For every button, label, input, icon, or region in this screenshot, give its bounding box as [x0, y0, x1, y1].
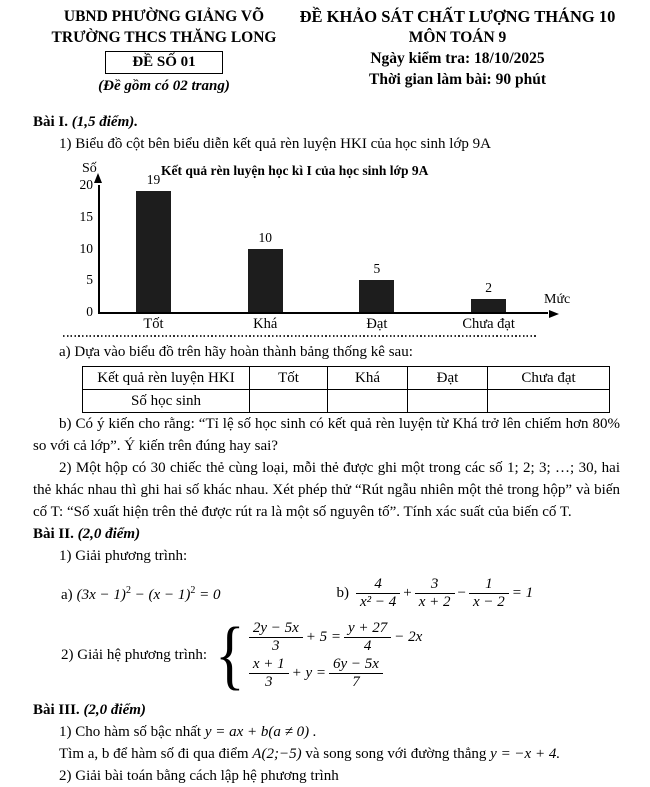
y-axis-tick-label: 0 — [86, 304, 93, 319]
bar-value-label: 19 — [146, 172, 161, 188]
system-equations — [246, 620, 423, 691]
chart-bar — [248, 249, 283, 313]
section-1-item-b: b) Có ý kiến cho rằng: “Tỉ lệ số học sinh có kết quả rèn luyện từ Khá trở lên chiếm hơn 80% so với cả lớp”. Ý kiến trên đúng hay sai? — [33, 416, 620, 454]
section-2-heading — [33, 523, 620, 545]
bar-category-label: Chưa đạt — [462, 316, 515, 332]
bar-category-label: Khá — [253, 316, 278, 332]
bar-chart — [33, 160, 620, 341]
equation-a — [61, 580, 220, 606]
equation-b-label: b) — [336, 585, 349, 601]
section-1-item-2: 2) Một hộp có 30 chiếc thẻ cùng loại, mỗi thẻ được ghi một trong các số 1; 2; 3; …; 30, hai thẻ khác nhau thì ghi hai số khác nhau. Xét phép thử “Rút ngẫu nhiên một thẻ trong hộp” và biến cố T: “Số xuất hiện trên thẻ được rút ra là một số nguyên tố”. Tính xác suất của biến cố T. — [33, 460, 620, 520]
equation-a-exponent: 2 — [190, 585, 196, 596]
equation-b — [336, 576, 533, 611]
fraction-numerator: 2y − 5x — [249, 620, 303, 638]
section-3-line-2-text: Tìm a, b để hàm số đi qua điểm — [59, 746, 249, 762]
system-eq2-middle: + y = — [291, 665, 326, 681]
fraction — [469, 576, 509, 611]
table-header-category: Kết quả rèn luyện HKI — [83, 367, 250, 390]
bar-category-label: Đạt — [366, 316, 388, 332]
fraction-denominator: x + 2 — [418, 593, 451, 610]
exam-title: ĐỀ KHẢO SÁT CHẤT LƯỢNG THÁNG 10 — [299, 7, 616, 26]
table-empty-cell — [328, 390, 408, 413]
section-2-points: (2,0 điểm) — [77, 526, 141, 542]
equation-a-part: − (x − 1) — [130, 587, 191, 603]
fraction-denominator: 4 — [363, 637, 372, 654]
system-equation-2 — [246, 656, 423, 691]
operator: − — [457, 585, 466, 601]
header-left-block — [33, 6, 295, 97]
section-3-item-1-math: y = ax + b(a ≠ 0) . — [204, 724, 317, 740]
fraction — [356, 576, 400, 611]
chart-bar — [136, 191, 171, 312]
chart-title: Kết quả rèn luyện học kì I của học sinh lớp 9A — [161, 163, 429, 178]
fraction-numerator: 3 — [415, 576, 455, 594]
system-brace: { — [215, 612, 245, 698]
subject-line: MÔN TOÁN 9 — [408, 29, 507, 46]
bar-category-label: Tốt — [143, 316, 164, 332]
fraction — [329, 656, 383, 691]
chart-plot — [79, 172, 571, 332]
duration-line: Thời gian làm bài: 90 phút — [369, 71, 546, 88]
equation-a-part: (3x − 1) — [76, 587, 126, 603]
fraction-numerator: 4 — [356, 576, 400, 594]
equation-a-exponent: 2 — [125, 585, 131, 596]
fraction-denominator: 3 — [264, 673, 273, 690]
system-of-equations — [61, 612, 620, 698]
system-equation-1 — [246, 620, 423, 655]
section-3-line-2-text: và song song với đường thẳng — [305, 746, 487, 762]
equation-a-part: = 0 — [195, 587, 221, 603]
fraction — [415, 576, 455, 611]
operator: + — [403, 585, 412, 601]
table-empty-cell — [488, 390, 610, 413]
table-empty-cell — [250, 390, 328, 413]
system-eq1-tail: − 2x — [394, 629, 423, 645]
y-axis-tick-label: 20 — [79, 177, 93, 192]
statistics-table — [82, 366, 610, 413]
section-2-label: Bài II. — [33, 526, 74, 542]
table-header-dat: Đạt — [408, 367, 488, 390]
section-1-item-1: 1) Biểu đồ cột bên biểu diễn kết quả rèn luyện HKI của học sinh lớp 9A — [59, 136, 491, 152]
fraction-numerator: 1 — [469, 576, 509, 594]
fraction-denominator: 7 — [352, 673, 360, 690]
section-3-item-2: 2) Giải bài toán bằng cách lập hệ phương trình — [59, 768, 339, 784]
fraction — [249, 620, 303, 655]
table-header-tot: Tốt — [250, 367, 328, 390]
section-3-heading — [33, 699, 620, 721]
table-empty-cell — [408, 390, 488, 413]
section-3-item-1-text: 1) Cho hàm số bậc nhất — [59, 724, 202, 740]
bar-value-label: 2 — [485, 280, 492, 296]
section-1-points: (1,5 điểm). — [71, 114, 138, 130]
section-1-heading — [33, 111, 620, 133]
exam-date-line: Ngày kiểm tra: 18/10/2025 — [370, 50, 545, 67]
table-header-row — [83, 367, 610, 390]
section-3-points: (2,0 điểm) — [83, 702, 146, 718]
y-axis-arrow-icon — [94, 173, 102, 183]
fraction — [249, 656, 289, 691]
section-2-item-2: 2) Giải hệ phương trình: — [61, 647, 208, 663]
section-1-item-a: a) Dựa vào biểu đồ trên hãy hoàn thành bảng thống kê sau: — [59, 344, 413, 360]
dotted-separator — [63, 335, 537, 337]
page-header — [33, 6, 620, 97]
section-3-item-1 — [33, 721, 620, 743]
issuer-line: UBND PHƯỜNG GIẢNG VÕ — [63, 8, 265, 25]
bar-value-label: 10 — [258, 229, 272, 245]
fraction-numerator: y + 27 — [344, 620, 391, 638]
point-a-math: A(2;−5) — [252, 746, 302, 762]
exam-code-box: ĐỀ SỐ 01 — [105, 51, 222, 74]
section-1-label: Bài I. — [33, 114, 69, 130]
section-3-label: Bài III. — [33, 702, 80, 718]
y-axis-tick-label: 15 — [79, 208, 93, 224]
section-3-line-2 — [33, 743, 620, 765]
fraction-denominator: x² − 4 — [359, 593, 397, 610]
header-right-block — [295, 6, 620, 97]
fraction-numerator: x + 1 — [249, 656, 289, 674]
school-line: TRƯỜNG THCS THĂNG LONG — [51, 29, 277, 46]
chart-bar — [359, 280, 394, 312]
pages-note: (Đề gồm có 02 trang) — [98, 78, 230, 94]
y-axis-tick-label: 10 — [79, 240, 93, 256]
x-axis-arrow-icon — [549, 310, 559, 318]
chart-bar — [471, 299, 506, 312]
section-2-item-1: 1) Giải phương trình: — [59, 548, 188, 564]
fraction — [344, 620, 391, 655]
bar-value-label: 5 — [373, 261, 381, 277]
equation-a-label: a) — [61, 587, 73, 603]
fraction-denominator: 3 — [272, 637, 280, 654]
system-eq1-middle: + 5 = — [305, 629, 341, 645]
equation-b-rhs: = 1 — [511, 585, 534, 601]
line-equation-math: y = −x + 4. — [490, 746, 561, 762]
table-header-chua-dat: Chưa đạt — [488, 367, 610, 390]
chart-x-axis-label: Mức — [544, 292, 571, 307]
table-header-kha: Khá — [328, 367, 408, 390]
fraction-denominator: x − 2 — [472, 593, 505, 610]
equations-row — [61, 571, 620, 615]
table-row — [83, 390, 610, 413]
chart-y-axis-label: Số — [82, 161, 97, 176]
table-row-label: Số học sinh — [83, 390, 250, 413]
y-axis-tick-label: 5 — [86, 272, 93, 288]
fraction-numerator: 6y − 5x — [329, 656, 383, 674]
